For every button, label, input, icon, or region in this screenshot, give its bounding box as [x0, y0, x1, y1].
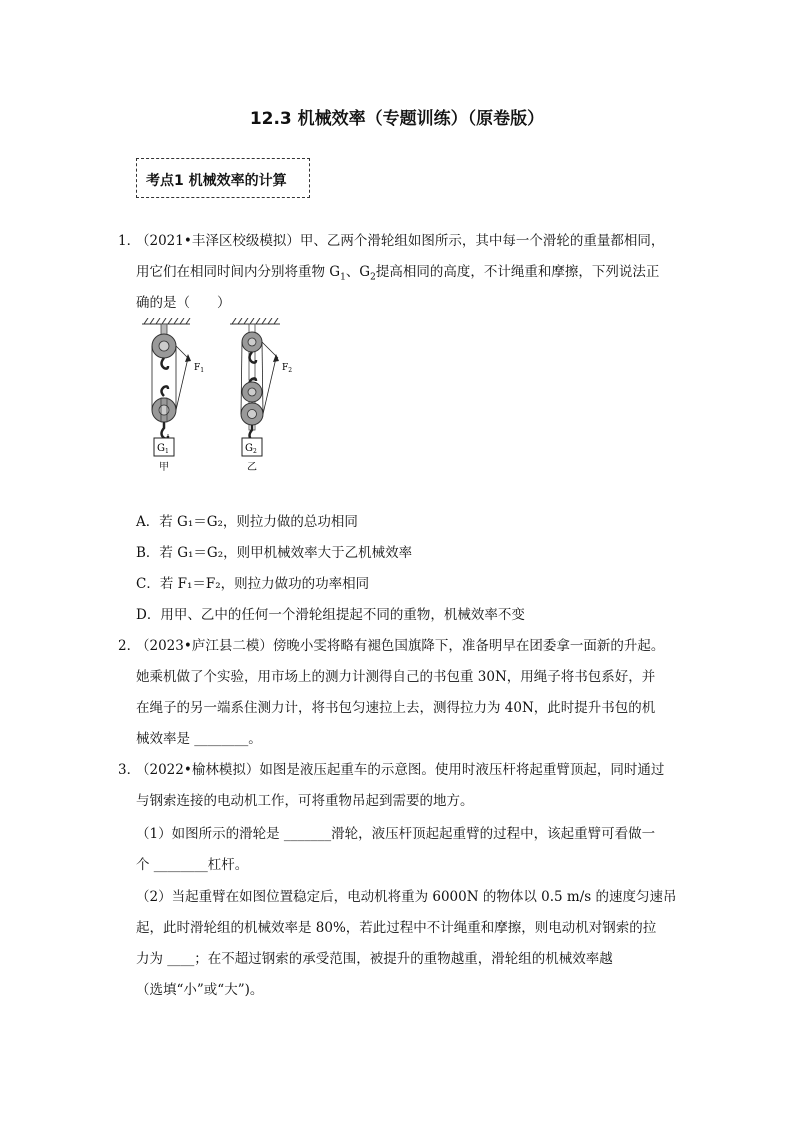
q3-line2: 与钢索连接的电动机工作，可将重物吊起到需要的地方。	[136, 793, 474, 809]
section-label: 考点1 机械效率的计算	[146, 173, 287, 189]
q3-number: 3．	[118, 762, 141, 778]
pulley-figure	[138, 318, 308, 502]
q3-line5: （2）当起重臂在如图位置稳定后，电动机将重为 6000N 的物体以 0.5 m/s 的速度匀速吊	[136, 889, 677, 905]
pulley-diagram	[138, 318, 308, 498]
q1-line1: （2021•丰泽区校级模拟）甲、乙两个滑轮组如图所示，其中每一个滑轮的重量都相同，	[136, 233, 665, 249]
label-F2: $F_2$	[282, 363, 293, 374]
q2-line4: 械效率是 ________。	[136, 731, 262, 747]
q2-line2: 她乘机做了个实验，用市场上的测力计测得自己的书包重 30N，用绳子将书包系好，并	[136, 669, 656, 685]
q1-line2: 用它们在相同时间内分别将重物 $G_1$、$G_2$提高相同的高度，不计绳重和摩擦，下列说法正	[136, 264, 660, 283]
page-title: 12.3 机械效率（专题训练）（原卷版）	[249, 109, 545, 129]
q1-option-d: D．用甲、乙中的任何一个滑轮组提起不同的重物，机械效率不变	[136, 607, 525, 623]
q2-number: 2．	[118, 638, 141, 654]
label-F1: $F_1$	[194, 363, 205, 374]
q2-line3: 在绳子的另一端系住测力计，将书包匀速拉上去，测得拉力为 40N，此时提升书包的机	[136, 700, 656, 716]
q1-option-a: A．若 G₁＝G₂，则拉力做的总功相同	[136, 514, 358, 530]
label-G1: $G_1$	[157, 443, 169, 455]
label-G2: $G_2$	[245, 443, 257, 455]
q3-line8: （选填“小”或“大”)。	[136, 982, 264, 998]
q1-line3: 确的是（ ）	[136, 295, 231, 311]
q3-line1: （2022•榆林模拟）如图是液压起重车的示意图。使用时液压杆将起重臂顶起，同时通过	[136, 762, 665, 778]
q1-option-c: C．若 F₁＝F₂，则拉力做功的功率相同	[136, 576, 370, 592]
q3-line6: 起，此时滑轮组的机械效率是 80%，若此过程中不计绳重和摩擦，则电动机对钢索的拉	[136, 920, 657, 936]
ceiling-left	[142, 318, 190, 324]
label-jia: 甲	[159, 462, 169, 473]
q3-line4: 个 ________杠杆。	[136, 857, 249, 873]
q3-line7: 力为 ____；在不超过钢索的承受范围，被提升的重物越重，滑轮组的机械效率越	[136, 951, 613, 967]
q2-line1: （2023•庐江县二模）傍晚小雯将略有褪色国旗降下，准备明早在团委拿一面新的升起。	[136, 638, 665, 654]
label-yi: 乙	[247, 462, 257, 473]
ceiling-right	[230, 318, 280, 324]
q1-number: 1．	[118, 233, 141, 249]
section-box	[136, 158, 310, 198]
q1-option-b: B．若 G₁＝G₂，则甲机械效率大于乙机械效率	[136, 545, 413, 561]
q3-line3: （1）如图所示的滑轮是 _______滑轮，液压杆顶起起重臂的过程中，该起重臂可看做一	[136, 826, 656, 842]
